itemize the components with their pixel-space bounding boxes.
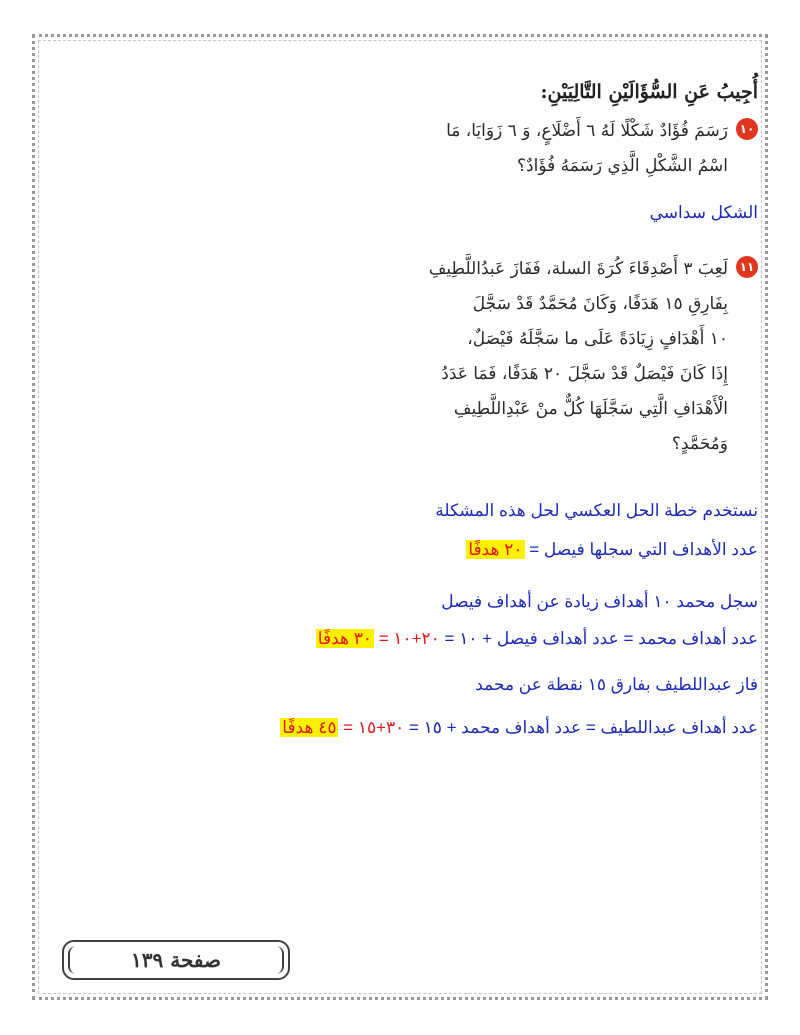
solution-intro: نستخدم خطة الحل العكسي لحل هذه المشكلة	[435, 501, 758, 520]
highlight-answer: ٣٠ هدفًا	[317, 629, 372, 648]
solution-line-mohammad: عدد أهداف محمد = عدد أهداف فيصل + ١٠ = ٢٠+١٠ = ٣٠ هدفًا	[317, 629, 758, 648]
solution-line-abdullatif-note: فاز عبداللطيف بفارق ١٥ نقطة عن محمد	[475, 675, 758, 694]
highlight-answer: ٤٥ هدفًا	[282, 718, 337, 737]
question-10-text: رَسَمَ فُؤَادٌ شَكْلًا لَهُ ٦ أَضْلَاعٍ، وَ ٦ زَوَايَا، مَا اسْمُ الشَّكْلِ الَّذِي رَسَمَهُ فُؤَادٌ؟	[446, 121, 728, 176]
answer-10: الشكل سداسي	[649, 203, 758, 222]
solution-line-abdullatif: عدد أهداف عبداللطيف = عدد أهداف محمد + ١٥ = ٣٠+١٥ = ٤٥ هدفًا	[282, 718, 758, 737]
solution-line-faisal: عدد الأهداف التي سجلها فيصل = ٢٠ هدفًا	[468, 540, 758, 559]
question-10	[358, 114, 758, 186]
question-11-text: لَعِبَ ٣ أَصْدِقَاءَ كُرَةَ السلة، فَفَازَ عَبدُاللَّطِيفِ بِفَارِقِ ١٥ هَدَفًا، وَكَانَ مُحَمَّدٌ قَدْ سَجَّلَ ١٠ أَهْدَافٍ زِيَادَةً عَلَى ما سَجَّلَهُ فَيْصَلٌ، إِذَا كَانَ فَيْصَلٌ قَدْ سَجَّلَ ٢٠ هَدَفًا، فَمَا عَدَدُ الْأَهْدَافِ الَّتِي سَجَّلَهَا كُلٌّ منْ عَبْدِاللَّطِيفِ وَمُحَمَّدٍ؟	[428, 259, 728, 454]
page-number-box	[62, 940, 290, 980]
solution-line-mohammad-note: سجل محمد ١٠ أهداف زيادة عن أهداف فيصل	[441, 592, 758, 611]
question-11	[358, 252, 758, 467]
highlight-answer: ٢٠ هدفًا	[468, 540, 523, 559]
question-number-11: ١١	[736, 256, 758, 278]
page-number: صفحة ١٣٩	[131, 948, 221, 972]
question-number-10: ١٠	[736, 118, 758, 140]
questions-heading: أُجِيبُ عَنِ السُّؤَالَيْنِ التَّالِيَيْنِ:	[540, 81, 758, 103]
